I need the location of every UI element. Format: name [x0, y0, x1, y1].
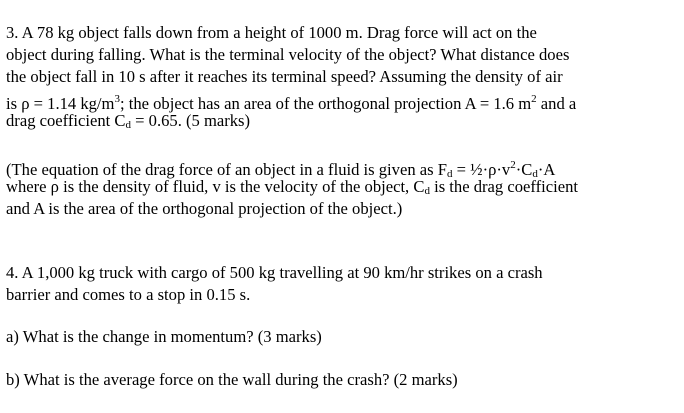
q3-superscript-2: 2	[531, 93, 537, 105]
q3-text-5b: = 0.65. (5 marks)	[131, 111, 251, 130]
q3-text-5a: drag coefficient C	[6, 111, 126, 130]
q3-text-4c: and a	[536, 94, 577, 113]
hint-subscript-d-2: d	[532, 168, 538, 180]
hint-text-2a: where ρ is the density of fluid, v is the velocity of the object, C	[6, 177, 425, 196]
q3-line-2	[6, 44, 569, 66]
q3-superscript-3: 3	[114, 93, 120, 105]
q3-text-4a: is ρ = 1.14 kg/m	[6, 94, 115, 113]
q3-subscript-d: d	[125, 119, 131, 131]
q4-part-a	[6, 326, 322, 348]
hint-subscript-d-3: d	[424, 185, 430, 197]
q3-line-3	[6, 66, 563, 88]
q4-part-b-text: b) What is the average force on the wall during the crash? (2 marks)	[6, 370, 458, 389]
hint-text-1a: (The equation of the drag force of an object in a fluid is given as F	[6, 160, 447, 179]
q3-line-5	[6, 110, 250, 136]
q4-line-2	[6, 284, 250, 306]
hint-text-2b: is the drag coefficient	[429, 177, 578, 196]
q3-text-2: object during falling. What is the terminal velocity of the object? What distance does	[6, 45, 570, 64]
q3-text-3: the object fall in 10 s after it reaches its terminal speed? Assuming the density of air	[6, 67, 563, 86]
q3-text-1: 3. A 78 kg object falls down from a height of 1000 m. Drag force will act on the	[6, 23, 537, 42]
q4-line-1	[6, 262, 543, 284]
hint-subscript-d-1: d	[446, 168, 453, 180]
q3-text-4b: ; the object has an area of the orthogonal projection A = 1.6 m	[119, 94, 532, 113]
hint-text-1d: ·A	[537, 160, 556, 179]
q4-text-2: barrier and comes to a stop in 0.15 s.	[6, 285, 251, 304]
hint-superscript-2: 2	[510, 159, 516, 171]
q4-text-1: 4. A 1,000 kg truck with cargo of 500 kg travelling at 90 km/hr strikes on a crash	[6, 263, 543, 282]
q4-part-b	[6, 369, 458, 391]
hint-text-1b: = ½·ρ·v	[452, 160, 511, 179]
q4-part-a-text: a) What is the change in momentum? (3 marks)	[6, 327, 322, 346]
q3-line-1	[6, 22, 537, 44]
hint-text-1c: ·C	[515, 160, 533, 179]
hint-line-3	[6, 198, 402, 220]
hint-text-3: and A is the area of the orthogonal projection of the object.)	[6, 199, 403, 218]
